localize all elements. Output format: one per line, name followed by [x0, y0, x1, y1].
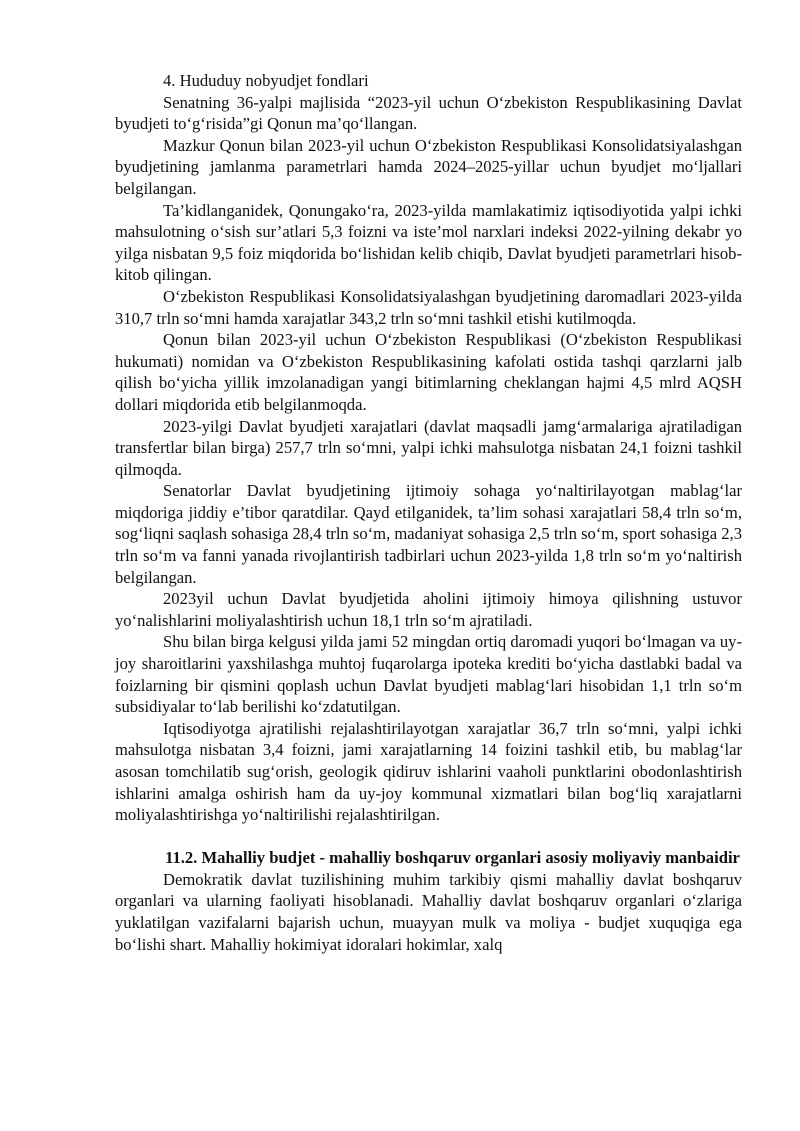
paragraph: Iqtisodiyotga ajratilishi rejalashtirilayotgan xarajatlar 36,7 trln so‘mni, yalpi ichki mahsulotga nisbatan 3,4 foizni, jami xarajatlarning 14 foizini tashkil etib, bu mablag‘lar asosan tomchilatib sug‘orish, geologik qidiruv ishlarini vaaholi punktlarini obodonlashtirish ishlarini amalga oshirish ham da uy-joy kommunal xizmatlari bilan bog‘liq xarajatlarni moliyalashtirishga yo‘naltirilishi rejalashtirilgan. — [115, 718, 742, 825]
paragraph: Senatorlar Davlat byudjetining ijtimoiy sohaga yo‘naltirilayotgan mablag‘lar miqdoriga jiddiy e’tibor qaratdilar. Qayd etilganidek, ta’lim sohasi xarajatlari 58,4 trln so‘m, sog‘liqni saqlash sohasiga 28,4 trln so‘m, madaniyat sohasiga 2,5 trln so‘m, sport sohasiga 2,3 trln so‘m va fanni yanada rivojlantirish tadbirlari uchun 2023-yilda 1,8 trln so‘m yo‘naltirish belgilangan. — [115, 481, 742, 587]
paragraph: Ta’kidlanganidek, Qonungako‘ra, 2023-yilda mamlakatimiz iqtisodiyotida yalpi ichki mahsulotning o‘sish sur’atlari 5,3 foizni va iste’mol narxlari indeksi 2022-yilning dekabr yo yilga nisbatan 9,5 foiz miqdorida bo‘lishidan kelib chiqib, Davlat byudjeti parametrlari hisob-kitob qilingan. — [115, 200, 742, 285]
paragraph: Senatning 36-yalpi majlisida “2023-yil uchun O‘zbekiston Respublikasining Davlat byudjeti to‘g‘risida”gi Qonun ma’qo‘llangan. — [115, 92, 742, 134]
section-line: 4. Hududuy nobyudjet fondlari — [163, 71, 369, 90]
section-heading: 11.2. Mahalliy budjet - mahalliy boshqaruv organlari asosiy moliyaviy manbaidir — [165, 848, 740, 868]
paragraph: Mazkur Qonun bilan 2023-yil uchun O‘zbekiston Respublikasi Konsolidatsiyalashgan byudjetining jamlanma parametrlari hamda 2024–2025-yillar uchun byudjet mo‘ljallari belgilangan. — [115, 135, 742, 198]
paragraph: 2023-yilgi Davlat byudjeti xarajatlari (davlat maqsadli jamg‘armalariga ajratiladigan transfertlar bilan birga) 257,7 trln so‘mni, yalpi ichki mahsulotga nisbatan 24,1 foizni tashkil qilmoqda. — [115, 416, 742, 479]
document-page — [115, 70, 742, 955]
paragraph: Qonun bilan 2023-yil uchun O‘zbekiston Respublikasi (O‘zbekiston Respublikasi hukumati) nomidan va O‘zbekiston Respublikasining kafolati ostida tashqi qarzlarni jalb qilish bo‘yicha yillik imzolanadigan yangi bitimlarning cheklangan hajmi 4,5 mlrd AQSH dollari miqdorida etib belgilanmoqda. — [115, 330, 742, 414]
paragraph: Demokratik davlat tuzilishining muhim tarkibiy qismi mahalliy davlat boshqaruv organlari va ularning faoliyati hisoblanadi. Mahalliy davlat boshqaruv organlari o‘zlariga yuklatilgan vazifalarni bajarish uchun, muayyan mulk va moliya - budjet xuquqiga ega bo‘lishi shart. Mahalliy hokimiyat idoralari hokimlar, xalq — [115, 869, 742, 954]
paragraph: Shu bilan birga kelgusi yilda jami 52 mingdan ortiq daromadi yuqori bo‘lmagan va uy-joy sharoitlarini yaxshilashga muhtoj fuqarolarga ipoteka krediti bo‘yicha dastlabki badal va foizlarning bir qismini qoplash uchun Davlat byudjeti mablag‘lari hisobidan 1,1 trln so‘m subsidiyalar to‘lab berilishi ko‘zdatutilgan. — [115, 632, 742, 717]
paragraph: 2023yil uchun Davlat byudjetida aholini ijtimoiy himoya qilishning ustuvor yo‘nalishlarini moliyalashtirish uchun 18,1 trln so‘m ajratiladi. — [115, 589, 742, 630]
paragraph: O‘zbekiston Respublikasi Konsolidatsiyalashgan byudjetining daromadlari 2023-yilda 310,7 trln so‘mni hamda xarajatlar 343,2 trln so‘mni tashkil etishi kutilmoqda. — [115, 286, 742, 328]
